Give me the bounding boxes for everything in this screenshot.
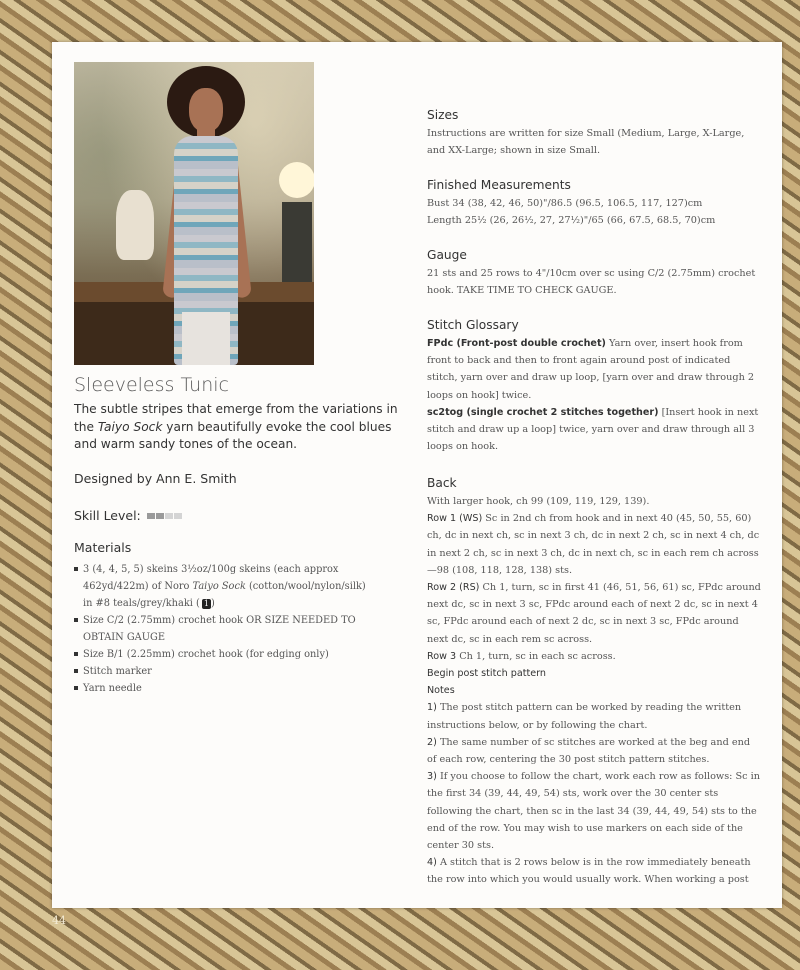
glossary-sc2tog-definition: [Insert hook in next stitch and draw up a loop] twice, yarn over and draw through all 3 loops on hook. <box>427 406 759 453</box>
skill-level <box>74 508 182 523</box>
materials-item: Size C/2 (2.75mm) crochet hook OR SIZE NEEDED TO OBTAIN GAUGE <box>74 612 374 646</box>
row-3-label: Row 3 <box>427 650 457 662</box>
begin-post-stitch-pattern <box>427 665 762 682</box>
photo-model-legs <box>182 312 230 365</box>
skill-level-label: Skill Level: <box>74 508 141 523</box>
gauge-heading: Gauge <box>427 248 467 262</box>
glossary-fpdc-term: FPdc (Front-post double crochet) <box>427 338 606 349</box>
designer-credit: Designed by Ann E. Smith <box>74 471 237 486</box>
length-measurements: Length 25½ (26, 26½, 27, 27½)"/65 (66, 67.5, 68.5, 70)cm <box>427 215 716 227</box>
back-heading: Back <box>427 476 457 490</box>
pattern-title: Sleeveless Tunic <box>74 374 229 396</box>
materials-item: Size B/1 (2.25mm) crochet hook (for edging only) <box>74 646 374 663</box>
note-4-text: A stitch that is 2 rows below is in the row immediately beneath the row into which you would usually work. When working a post <box>427 857 751 886</box>
row-2-label: Row 2 (RS) <box>427 582 480 594</box>
back-section <box>427 476 762 889</box>
pattern-intro <box>74 401 399 454</box>
bust-measurements: Bust 34 (38, 42, 46, 50)"/86.5 (96.5, 106.5, 117, 127)cm <box>427 198 703 209</box>
glossary-sc2tog-term: sc2tog (single crochet 2 stitches together) <box>427 406 659 418</box>
back-intro: With larger hook, ch 99 (109, 119, 129, 139). <box>427 496 650 507</box>
glossary-fpdc-definition: Yarn over, insert hook from front to back and then to front again around post of indicated stitch, yarn over and draw up loop, [yarn over and draw through 2 loops on hook] twice. <box>427 338 755 401</box>
note-3-text: If you choose to follow the chart, work each row as follows: Sc in the first 34 (39, 44, 49, 54) sts, work over the 30 center sts following the chart, then sc in the last 34 (39, 44, 49, 54) sts to the end of the row. You may wish to use markers on each side of the center 30 sts. <box>427 771 761 852</box>
note-1 <box>427 699 762 733</box>
row-2-text: Ch 1, turn, sc in first 41 (46, 51, 56, 61) sc, FPdc around next dc, sc in next 3 sc, FPdc around each of next 2 dc, sc in next 4 sc, FPdc around each of next 2 dc, sc in next 3 sc, FPdc around next dc, sc in each rem sc across. <box>427 582 761 645</box>
intro-text-end: yarn beautifully evoke the cool blues and warm sandy tones of the ocean. <box>74 419 392 452</box>
sizes-text: Instructions are written for size Small (Medium, Large, X-Large, and XX-Large; shown in size Small. <box>427 128 745 157</box>
note-2 <box>427 734 762 768</box>
gauge-text: 21 sts and 25 rows to 4"/10cm over sc using C/2 (2.75mm) crochet hook. TAKE TIME TO CHECK GAUGE. <box>427 268 756 297</box>
note-3-number: 3) <box>427 771 437 783</box>
note-1-number: 1) <box>427 702 437 714</box>
stitch-glossary-heading: Stitch Glossary <box>427 318 519 332</box>
yarn-weight-bracket: ( <box>196 598 200 609</box>
yarn-text-start: 3 (4, 4, 5, 5) skeins 3½oz/100g skeins (each approx 462yd/422m) of Noro <box>83 564 339 592</box>
begin-post-stitch-label: Begin post stitch pattern <box>427 668 546 680</box>
materials-list <box>74 561 374 697</box>
yarn-weight-badge: 1 <box>203 599 209 608</box>
page-number: 44 <box>52 914 66 927</box>
model-photo <box>74 62 314 365</box>
skill-level-box <box>156 513 164 519</box>
skill-level-box <box>165 513 173 519</box>
note-4 <box>427 854 762 888</box>
note-2-number: 2) <box>427 736 437 748</box>
yarn-name: Taiyo Sock <box>192 581 246 592</box>
sizes-heading: Sizes <box>427 108 459 122</box>
notes-label <box>427 682 762 699</box>
materials-item-yarn <box>74 561 374 612</box>
row-1-text: Sc in 2nd ch from hook and in next 40 (45, 50, 55, 60) ch, dc in next ch, sc in next 3 ch, dc in next 2 ch, sc in next 4 ch, dc in next 2 ch, sc in next 3 ch, dc in next ch, sc in each rem ch across—98 (108, 118, 128, 138) sts. <box>427 513 760 576</box>
note-2-text: The same number of sc stitches are worked at the beg and end of each row, centering the 30 post stitch pattern stitches. <box>427 736 751 766</box>
photo-model-face <box>189 88 223 132</box>
finished-measurements-heading: Finished Measurements <box>427 178 571 192</box>
gauge-section <box>427 248 762 299</box>
glossary-sc2tog <box>427 404 762 456</box>
materials-item: Yarn needle <box>74 680 374 697</box>
note-4-number: 4) <box>427 857 437 869</box>
sizes-section <box>427 108 762 159</box>
photo-pot <box>282 202 312 292</box>
materials-item: Stitch marker <box>74 663 374 680</box>
skill-level-box <box>174 513 182 519</box>
row-3-text: Ch 1, turn, sc in each sc across. <box>456 650 616 662</box>
back-row-1 <box>427 510 762 579</box>
magazine-page <box>52 42 782 908</box>
yarn-text-end: (cotton/wool/nylon/silk) in #8 teals/grey/khaki <box>83 581 366 609</box>
note-1-text: The post stitch pattern can be worked by reading the written instructions below, or by following the chart. <box>427 702 742 731</box>
yarn-weight-bracket: ) <box>210 598 215 609</box>
photo-vase <box>116 190 154 260</box>
stitch-glossary-section <box>427 318 762 455</box>
glossary-fpdc <box>427 335 762 404</box>
notes-label-text: Notes <box>427 685 455 697</box>
intro-yarn-name: Taiyo Sock <box>97 419 163 434</box>
skill-level-meter <box>147 513 182 519</box>
note-3 <box>427 768 762 854</box>
back-row-3 <box>427 648 762 665</box>
intro-text-start: The subtle stripes that emerge from the variations in the <box>74 402 398 434</box>
row-1-label: Row 1 (WS) <box>427 513 483 525</box>
finished-measurements-section <box>427 178 715 229</box>
skill-level-box <box>147 513 155 519</box>
back-row-2 <box>427 579 762 648</box>
materials-heading: Materials <box>74 540 132 555</box>
photo-flowers <box>279 162 314 198</box>
